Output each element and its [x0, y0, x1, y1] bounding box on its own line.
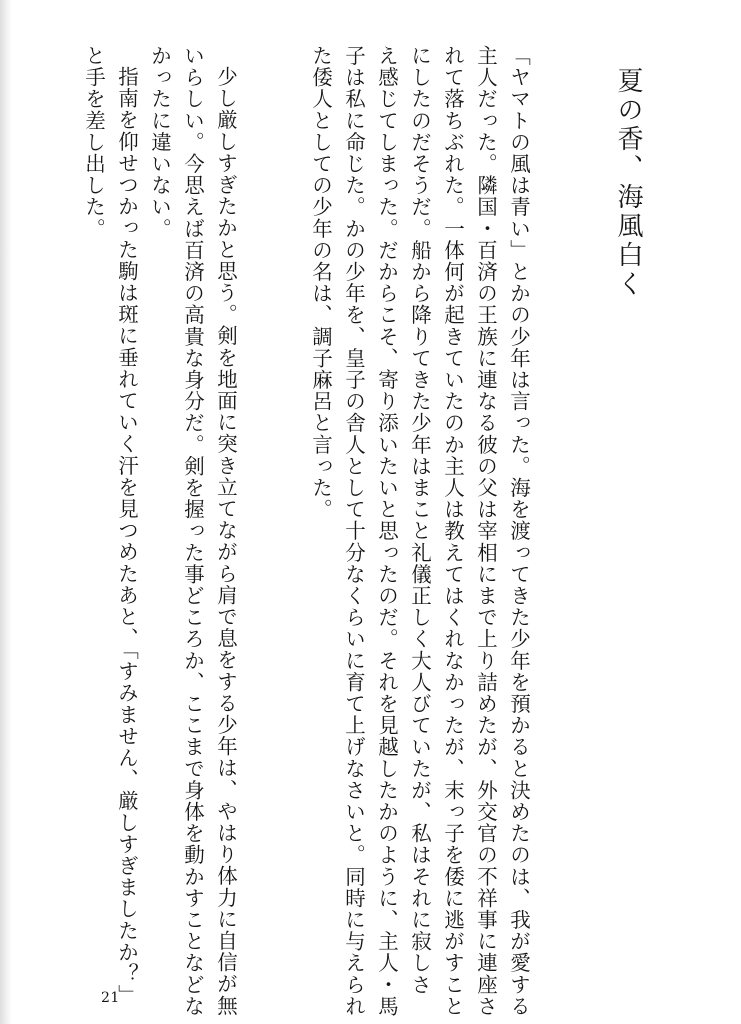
- text-column: た倭人としての少年の名は、調子麻呂と言った。: [308, 45, 333, 521]
- text-column: え感じてしまった。だからこそ、寄り添いたいと思ったのだ。それを見越したかのように、主人・馬: [374, 45, 399, 1017]
- page-number: 21: [101, 990, 120, 1006]
- text-column: 子は私に命じた。かの少年を、皇子の舎人として十分なくらいに育て上げなさいと。同時に与えられ: [341, 45, 366, 1017]
- text-column: かったに違いない。: [147, 45, 172, 240]
- text-column: れて落ちぶれた。一体何が起きていたのか主人は教えてはくれなかったが、末っ子を倭に逃がすこと: [440, 45, 465, 1017]
- page-binding-shadow: [0, 0, 12, 1024]
- text-column: 指南を仰せつかった駒は斑に垂れていく汗を見つめたあと、「すみません、厳しすぎましたか？」: [114, 66, 139, 1007]
- text-column: 主人だった。隣国・百済の王族に連なる彼の父は宰相にまで上り詰めたが、外交官の不祥事に連座さ: [473, 45, 498, 1017]
- text-column: と手を差し出した。: [81, 45, 106, 240]
- text-column: 「ヤマトの風は青い」とかの少年は言った。海を渡ってきた少年を預かると決めたのは、我が愛する: [506, 45, 531, 1017]
- text-column: にしたのだそうだ。船から降りてきた少年はまこと礼儀正しく大人びていたが、私はそれに寂しさ: [407, 45, 432, 996]
- chapter-title: 夏の香、海風白く: [613, 67, 643, 299]
- text-column: いらしい。今思えば百済の高貴な身分だ。剣を握った事どころか、ここまで身体を動かすことなどな: [180, 45, 205, 1017]
- text-column: 少し厳しすぎたかと思う。剣を地面に突き立てながら肩で息をする少年は、やはり体力に自信が無: [213, 66, 238, 1017]
